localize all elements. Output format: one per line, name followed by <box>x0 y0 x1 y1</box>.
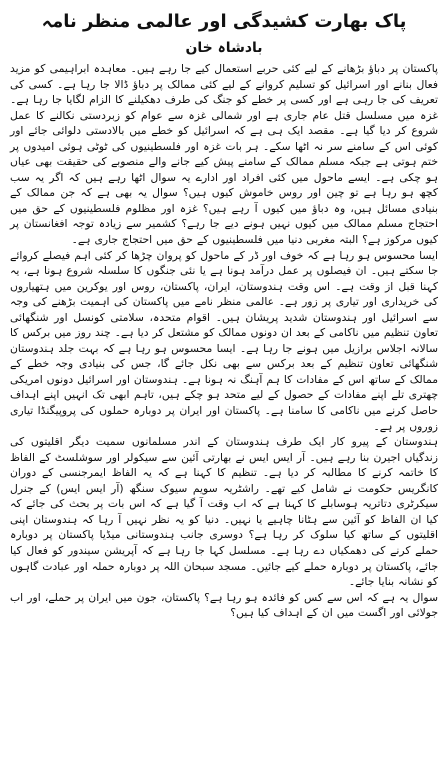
paragraph-closing-question: سوال یہ ہے کہ اس سے کس کو فائدہ ہو رہا ہے؟ پاکستان، جون میں ایران پر حملے، اور اب جولائی اور اگست میں ان کے اہداف کیا ہیں؟ <box>10 590 438 620</box>
paragraph-pressure-on-pakistan: پاکستان پر دباؤ بڑھانے کے لیے کئی حربے استعمال کیے جا رہے ہیں۔ معاہدہ ابراہیمی کو مزید فعال بنانے اور اسرائیل کو تسلیم کروانے کے لیے کئی ممالک پر دباؤ ڈالا جا رہا ہے۔ کسی کی تعریف کی جا رہی ہے اور کسی پر خطے کو جنگ کی طرف دھکیلنے کا الزام لگایا جا رہا ہے۔ غزہ میں مسلسل قتل عام جاری ہے اور شمالی غزہ سے عوام کو زبردستی نکالنے کا عمل شروع کر دیا گیا ہے۔ مقصد ایک ہی ہے کہ اسرائیل کو خطے میں بالادستی دلوائی جائے اور کوئی اس کے سامنے سر نہ اٹھا سکے۔ ہر بات غزہ اور فلسطینیوں کی ٹوٹی ہوئی امیدوں پر ختم ہوتی ہے جبکہ مسلم ممالک کے سامنے پیش کیے جانے والے منصوبے کی حقیقت بھی عیاں ہو چکی ہے۔ ایسے ماحول میں کئی افراد اور ادارے یہ سوال اٹھا رہے ہیں کہ اگر یہ سب کچھ ہو رہا ہے تو چین اور روس خاموش کیوں ہیں؟ سوال یہ بھی ہے کہ جن ممالک کے بنیادی مسائل ہیں، وہ دباؤ میں کیوں آ رہے ہیں؟ غزہ اور مظلوم فلسطینیوں کے حق میں احتجاج مسلم ممالک میں کیوں نہیں ہونے دیے جا رہے؟ کشمیر سے زیادہ توجہ افغانستان پر کیوں مرکوز ہے؟ البتہ مغربی دنیا میں فلسطینیوں کے حق میں احتجاج جاری ہے۔ <box>10 62 438 247</box>
paragraph-regional-tensions: ایسا محسوس ہو رہا ہے کہ خوف اور ڈر کے ماحول کو پروان چڑھا کر کئی اہم فیصلے کروائے جا سکتے ہیں۔ ان فیصلوں پر عمل درآمد ہونا ہے یا نئی جنگوں کا سلسلہ شروع ہونا ہے، یہ کہنا قبل از وقت ہے۔ اس وقت ہندوستان، ایران، پاکستان، روس اور یوکرین میں ہتھیاروں کی خریداری اور تیاری پر زور ہے۔ عالمی منظر نامے میں پاکستان کی اہمیت بڑھنے کی وجہ سے اسرائیل اور ہندوستان شدید پریشان ہیں۔ اقوام متحدہ، سلامتی کونسل اور شنگھائی تعاون تنظیم میں ناکامی کے بعد ان دونوں ممالک کو مشتعل کر دیا ہے۔ چند روز میں برکس کا سالانہ اجلاس برازیل میں ہونے جا رہا ہے۔ ایسا محسوس ہو رہا ہے کہ بہت جلد ہندوستان شنگھائی تعاون تنظیم کے بعد برکس سے بھی نکل جائے گا، جس کی بنیادی وجہ خطے کے ممالک کے ساتھ اس کے مفادات کا ہم آہنگ نہ ہونا ہے۔ ہندوستان اور اسرائیل دونوں امریکی چھتری تلے اپنے مفادات کے حصول کے لیے متحد ہو چکے ہیں، تاہم ابھی تک انہیں اپنے اہداف حاصل کرنے میں ناکامی کا سامنا ہے۔ پاکستان اور ایران پر دوبارہ حملوں کی پروپیگنڈا تیاری زوروں پر ہے۔ <box>10 248 438 433</box>
article-title: پاک بھارت کشیدگی اور عالمی منظر نامہ <box>41 11 407 32</box>
article-body <box>10 61 438 621</box>
paragraph-minorities-and-media: ہندوستان کے پیرو کار ایک طرف ہندوستان کے اندر مسلمانوں سمیت دیگر اقلیتوں کی زندگیاں اجیرن بنا رہے ہیں۔ آر ایس ایس نے بھارتی آئین سے سیکولر اور سوشلسٹ کے الفاظ کا خاتمہ کرنے کا مطالبہ کر دیا ہے۔ تنظیم کا کہنا ہے کہ یہ الفاظ ایمرجنسی کے دوران کانگریس حکومت نے شامل کیے تھے۔ راشٹریہ سویم سیوک سنگھ (آر ایس ایس) کے جنرل سیکرٹری دتاتریہ ہوسابلے کا کہنا ہے کہ اب وقت آ گیا ہے کہ اس بات پر بحث کی جائے کہ کیا ان الفاظ کو آئین سے ہٹانا چاہیے یا نہیں۔ دنیا کو یہ نظر نہیں آ رہا کہ ہندوستان اپنی اقلیتوں کے ساتھ کیا سلوک کر رہا ہے؟ دوسری جانب ہندوستانی میڈیا پاکستان پر دوبارہ حملے کرنے کی دھمکیاں دے رہا ہے۔ مسلسل کہا جا رہا ہے کہ آپریشن سیندور کو فعال کیا جائے، پاکستان پر دوبارہ حملے کیے جائیں۔ مسجد سبحان اللہ پر دوبارہ حملہ اور عبادت گاہوں کو نشانہ بنایا جائے۔ <box>10 435 438 589</box>
author-name: بادشاہ خان <box>185 40 263 56</box>
